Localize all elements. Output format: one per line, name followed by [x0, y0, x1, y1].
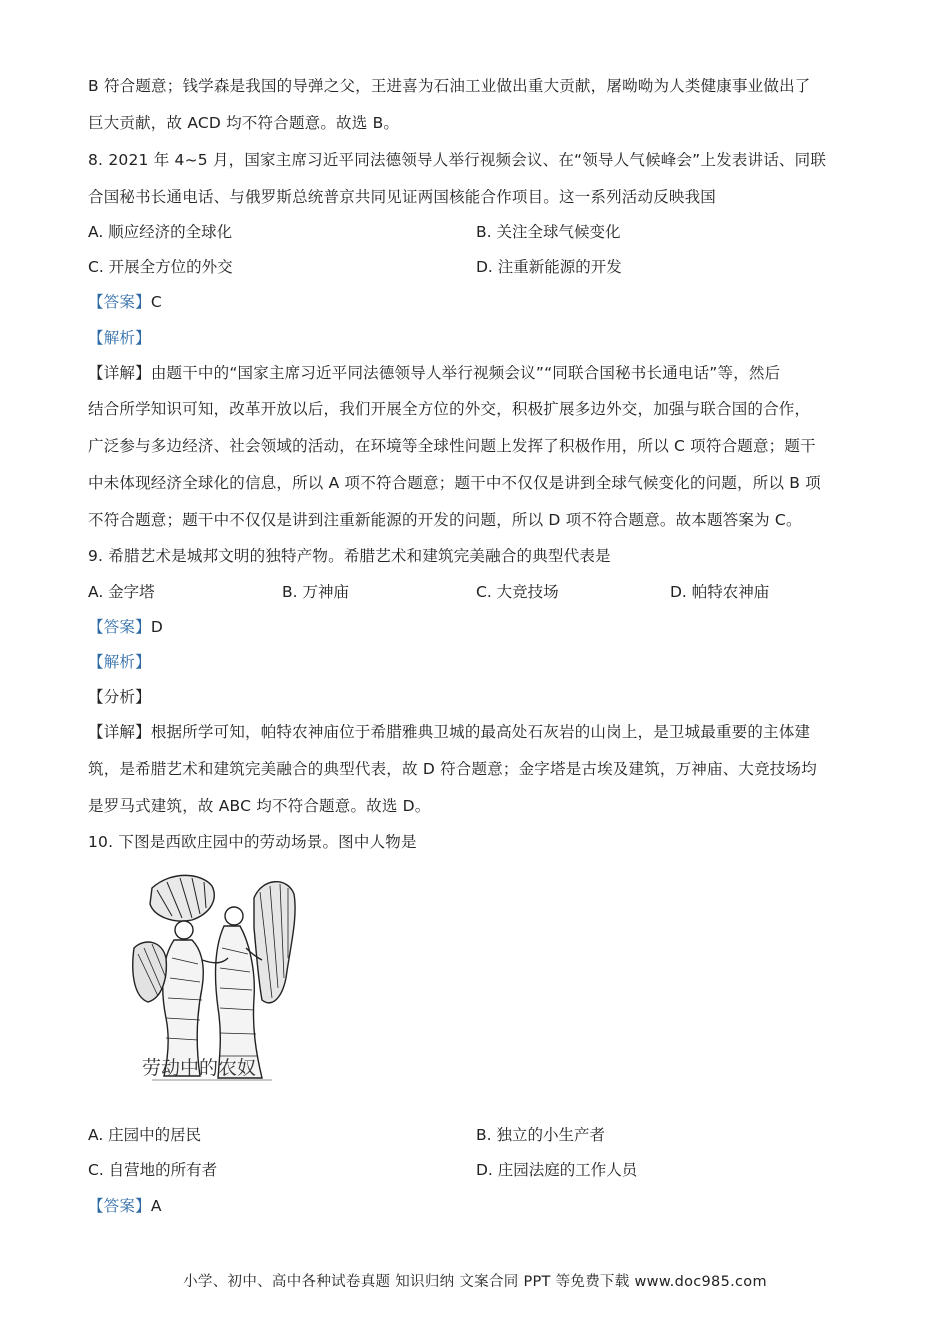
answer-tag: 【答案】: [88, 1197, 151, 1215]
answer-value: C: [150, 293, 162, 311]
q8-analysis-tag: 【解析】: [88, 329, 151, 347]
page-footer[interactable]: 小学、初中、高中各种试卷真题 知识归纳 文案合同 PPT 等免费下载 www.doc985.com: [183, 1274, 767, 1290]
q8-detail-4: 中未体现经济全球化的信息，所以 A 项不符合题意；题干中不仅仅是讲到全球气候变化的问题，所以 B 项: [88, 474, 821, 492]
answer-tag: 【答案】: [88, 293, 151, 311]
text-line: 巨大贡献，故 ACD 均不符合题意。故选 B。: [88, 114, 400, 132]
q9-detail-1: [88, 722, 810, 742]
q8-detail-3: 广泛参与多边经济、社会领域的活动，在环境等全球性问题上发挥了积极作用，所以 C 项符合题意；题干: [88, 437, 816, 455]
q10-option-d: D. 庄园法庭的工作人员: [476, 1161, 638, 1179]
q8-option-c: C. 开展全方位的外交: [88, 258, 233, 276]
q8-detail-2: 结合所学知识可知，改革开放以后，我们开展全方位的外交，积极扩展多边外交，加强与联合国的合作，: [88, 400, 811, 418]
serfs-drawing: [122, 868, 312, 1093]
q8-detail-5: 不符合题意；题干中不仅仅是讲到注重新能源的开发的问题，所以 D 项不符合题意。故本题答案为 C。: [88, 511, 802, 529]
detail-tag: 【详解】: [88, 364, 151, 382]
detail-text: 根据所学可知，帕特农神庙位于希腊雅典卫城的最高处石灰岩的山岗上，是卫城最重要的主体建: [150, 723, 811, 741]
q8-answer: [88, 292, 162, 312]
q10-answer: [88, 1196, 162, 1216]
q9-option-a: A. 金字塔: [88, 583, 155, 601]
q9-option-b: B. 万神庙: [282, 583, 349, 601]
q9-analysis-tag: 【解析】: [88, 653, 151, 671]
q8-option-a: A. 顺应经济的全球化: [88, 223, 233, 241]
q9-fenxi-tag: 【分析】: [88, 688, 151, 706]
q8-option-d: D. 注重新能源的开发: [476, 258, 622, 276]
q10-option-c: C. 自营地的所有者: [88, 1161, 218, 1179]
question-9: 9. 希腊艺术是城邦文明的独特产物。希腊艺术和建筑完美融合的典型代表是: [88, 547, 611, 565]
text-line: B 符合题意；钱学森是我国的导弹之父，王进喜为石油工业做出重大贡献，屠呦呦为人类健康事业做出了: [88, 77, 811, 95]
detail-tag: 【详解】: [88, 723, 151, 741]
detail-text: 由题干中的“国家主席习近平同法德领导人举行视频会议”“同联合国秘书长通电话”等，然后: [150, 364, 781, 382]
question-8: 8. 2021 年 4~5 月，国家主席习近平同法德领导人举行视频会议、在“领导人气候峰会”上发表讲话、同联: [88, 151, 827, 169]
q10-option-b: B. 独立的小生产者: [476, 1126, 605, 1144]
serfs-illustration: [122, 868, 312, 1093]
answer-tag: 【答案】: [88, 618, 151, 636]
q9-answer: [88, 617, 163, 637]
answer-value: A: [150, 1197, 162, 1215]
q8-detail-1: [88, 363, 780, 383]
question-8-cont: 合国秘书长通电话、与俄罗斯总统普京共同见证两国核能合作项目。这一系列活动反映我国: [88, 188, 717, 206]
q9-option-d: D. 帕特农神庙: [670, 583, 770, 601]
question-10: 10. 下图是西欧庄园中的劳动场景。图中人物是: [88, 833, 417, 851]
figure-caption: 劳动中的农奴: [142, 1057, 257, 1079]
q9-detail-2: 筑，是希腊艺术和建筑完美融合的典型代表，故 D 符合题意；金字塔是古埃及建筑，万神庙、大竞技场均: [88, 760, 817, 778]
q9-option-c: C. 大竞技场: [476, 583, 559, 601]
q8-option-b: B. 关注全球气候变化: [476, 223, 621, 241]
q10-option-a: A. 庄园中的居民: [88, 1126, 202, 1144]
q9-detail-3: 是罗马式建筑，故 ABC 均不符合题意。故选 D。: [88, 797, 431, 815]
answer-value: D: [150, 618, 163, 636]
